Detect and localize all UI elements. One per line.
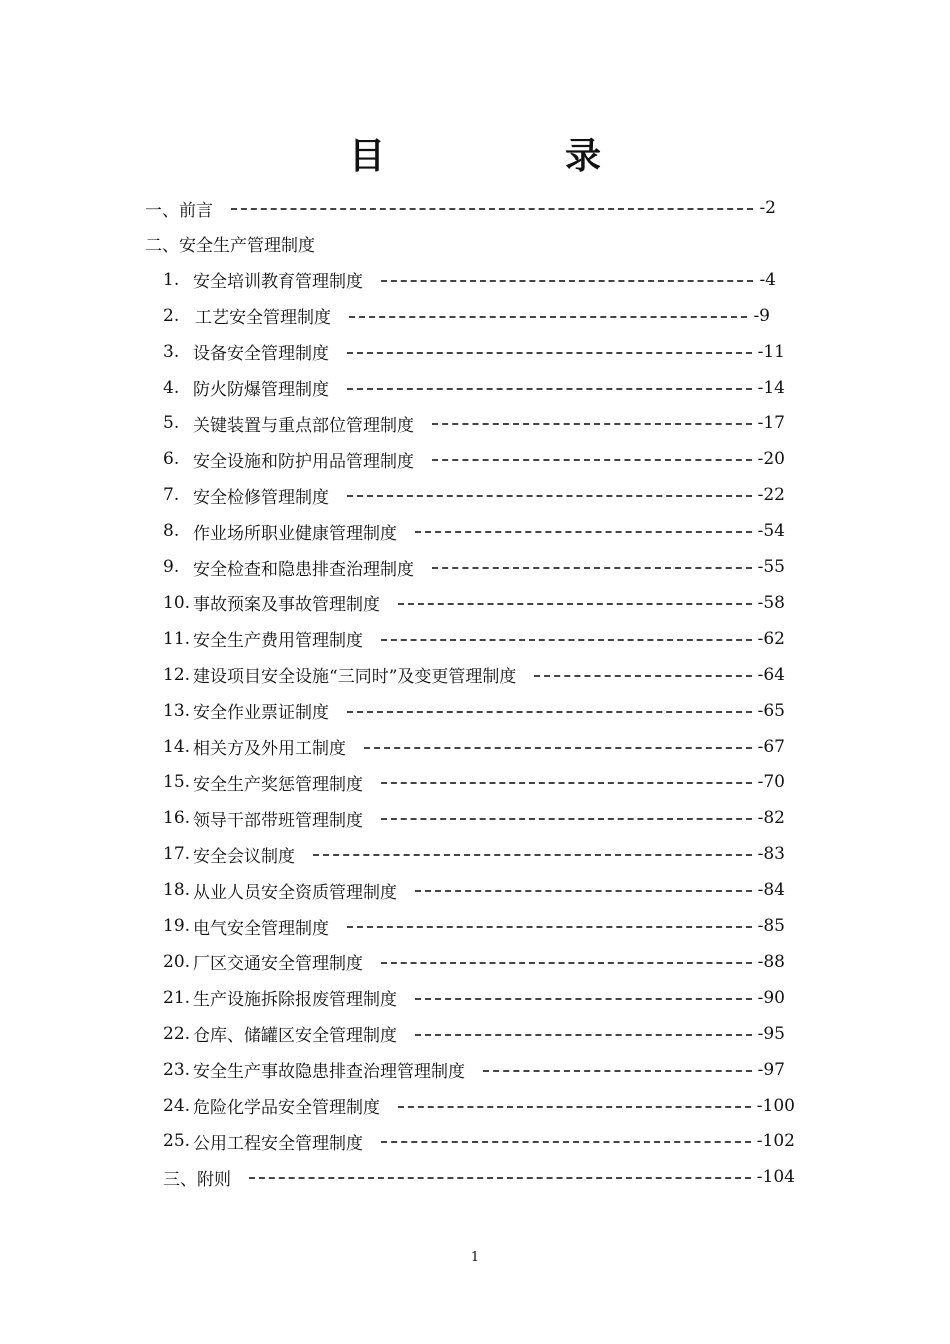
toc-entry-label: 安全生产事故隐患排查治理管理制度 [193, 1062, 465, 1083]
toc-entry-page: -22 [757, 485, 785, 506]
toc-dotted-leader [415, 890, 752, 892]
toc-entry-page: -4 [759, 269, 776, 290]
toc-entry [163, 908, 785, 944]
toc-entry-label: 一、前言 [145, 200, 213, 221]
toc-dotted-leader [381, 639, 752, 641]
toc-dotted-leader [347, 926, 752, 928]
toc-entry-number: 24. [163, 1095, 191, 1116]
toc-entry-label: 作业场所职业健康管理制度 [193, 523, 397, 544]
toc-entry-label: 危险化学品安全管理制度 [193, 1098, 380, 1118]
toc-entry-page: -95 [757, 1023, 785, 1044]
toc-entry [163, 729, 785, 765]
toc-entry-label: 防火防爆管理制度 [193, 380, 329, 400]
toc-dotted-leader [415, 531, 752, 533]
toc-entry [163, 1159, 795, 1195]
toc-dotted-leader [231, 208, 753, 210]
toc-entry-label: 工艺安全管理制度 [195, 308, 331, 329]
toc-entry-label: 安全培训教育管理制度 [193, 272, 363, 293]
toc-entry-page: -100 [756, 1095, 795, 1116]
toc-entry-page: -88 [757, 951, 785, 972]
toc-dotted-leader [364, 747, 752, 749]
toc-entry-label: 领导干部带班管理制度 [193, 810, 363, 831]
toc-dotted-leader [381, 782, 752, 784]
toc-entry-label: 安全设施和防护用品管理制度 [193, 451, 414, 472]
toc-entry-page: -9 [753, 305, 770, 326]
toc-entry [163, 944, 785, 980]
toc-entry [163, 800, 785, 836]
toc-entry [163, 370, 785, 406]
toc-entry-page: -70 [757, 772, 785, 793]
toc-entry [163, 836, 785, 872]
toc-dotted-leader [534, 675, 751, 677]
toc-dotted-leader [313, 854, 752, 856]
toc-dotted-leader [432, 423, 752, 425]
toc-entry-number: 16. [163, 808, 191, 829]
toc-entry-page: -102 [756, 1131, 795, 1152]
toc-entry [163, 980, 785, 1016]
toc-entry [163, 334, 785, 370]
toc-entry-page: -64 [757, 664, 785, 685]
toc-dotted-leader [415, 998, 752, 1000]
toc-entry-page: -65 [757, 700, 785, 721]
toc-entry-page: -17 [757, 413, 785, 434]
toc-entry-label: 安全检修管理制度 [193, 487, 329, 508]
toc-entry-label: 电气安全管理制度 [193, 918, 329, 939]
toc-entry-label: 安全作业票证制度 [193, 703, 329, 724]
toc-entry-label: 二、安全生产管理制度 [145, 236, 315, 257]
toc-entry-number: 17. [163, 844, 191, 865]
toc-dotted-leader [483, 1070, 752, 1072]
toc-entry [163, 764, 785, 800]
toc-entry-number: 5. [163, 413, 180, 434]
toc-entry-label: 相关方及外用工制度 [193, 739, 346, 759]
toc-entry [163, 513, 785, 549]
toc-entry [163, 1052, 785, 1088]
toc-entry-number: 21. [163, 987, 191, 1008]
toc-entry-label: 仓库、储罐区安全管理制度 [193, 1026, 397, 1047]
toc-entry-label: 建设项目安全设施“三同时”及变更管理制度 [193, 667, 517, 688]
toc-entry-number: 13. [163, 700, 191, 721]
toc-entry [163, 657, 785, 693]
toc-entry-number: 19. [163, 916, 191, 936]
toc-dotted-leader [381, 1141, 751, 1143]
toc-entry [145, 226, 776, 262]
toc-entry-page: -67 [757, 736, 785, 757]
toc-entry-number: 7. [163, 485, 180, 506]
toc-dotted-leader [432, 459, 752, 461]
toc-entry [163, 1016, 785, 1052]
toc-entry-number: 4. [163, 377, 180, 398]
toc-entry-page: -2 [759, 198, 776, 218]
page-title: 目 录 [348, 136, 673, 177]
toc-entry-number: 1. [163, 269, 180, 290]
toc-entry-label: 从业人员安全资质管理制度 [193, 882, 397, 903]
toc-entry-number: 2. [163, 305, 180, 326]
toc-entry-page: -20 [757, 449, 785, 470]
toc-entry [145, 190, 776, 226]
toc-entry [163, 441, 785, 477]
toc-entry-number: 12. [163, 664, 191, 685]
toc-entry-label: 安全生产奖惩管理制度 [193, 774, 363, 795]
toc-entry-label: 三、附则 [163, 1169, 231, 1190]
toc-entry-page: -82 [757, 808, 785, 829]
toc-entry [163, 693, 785, 729]
toc-entry-number: 6. [163, 449, 180, 470]
toc-entry [163, 262, 776, 298]
toc-entry-label: 安全会议制度 [193, 846, 295, 867]
toc-entry-label: 关键装置与重点部位管理制度 [193, 415, 414, 436]
toc-entry [163, 549, 785, 585]
toc-entry-number: 14. [163, 736, 191, 757]
toc-dotted-leader [381, 280, 753, 282]
toc-entry [163, 1123, 795, 1159]
toc-entry-page: -58 [757, 592, 785, 613]
toc-dotted-leader [347, 352, 752, 354]
toc-entry-number: 23. [163, 1059, 191, 1080]
toc-entry [163, 1088, 795, 1124]
toc-entry-number: 11. [163, 628, 191, 649]
toc-entry-number: 15. [163, 772, 191, 793]
toc-entry [163, 405, 785, 441]
toc-entry-page: -84 [757, 880, 785, 901]
toc-entry-page: -14 [757, 377, 785, 398]
toc-entry-page: -11 [757, 341, 785, 362]
toc-entry-label: 安全检查和隐患排查治理制度 [193, 559, 414, 580]
toc-entry-page: -83 [757, 844, 785, 865]
toc-entry [163, 585, 785, 621]
toc-entry-label: 厂区交通安全管理制度 [193, 954, 363, 975]
toc-dotted-leader [249, 1177, 751, 1179]
toc-entry-page: -97 [757, 1059, 785, 1080]
toc-dotted-leader [347, 711, 752, 713]
toc-entry-page: -55 [757, 557, 785, 577]
toc-entry-page: -85 [757, 916, 785, 936]
toc-entry-number: 9. [163, 557, 180, 577]
toc-entry-page: -90 [757, 987, 785, 1008]
toc-entry-number: 18. [163, 880, 191, 901]
toc-dotted-leader [381, 818, 752, 820]
toc-entry-page: -54 [757, 521, 785, 542]
toc-entry [163, 872, 785, 908]
toc-dotted-leader [347, 388, 752, 390]
toc-entry [163, 477, 785, 513]
toc-dotted-leader [347, 495, 752, 497]
toc-entry-number: 8. [163, 521, 180, 542]
toc-entry-label: 公用工程安全管理制度 [193, 1133, 363, 1154]
toc-entry-number: 22. [163, 1023, 191, 1044]
toc-entry-label: 事故预案及事故管理制度 [193, 595, 380, 616]
toc-entry-label: 安全生产费用管理制度 [193, 631, 363, 652]
toc-entry-label: 设备安全管理制度 [193, 344, 329, 365]
toc-dotted-leader [415, 1034, 752, 1036]
toc-entry [163, 621, 785, 657]
toc-dotted-leader [349, 316, 747, 318]
toc-dotted-leader [398, 1106, 751, 1108]
toc-entry-label: 生产设施拆除报废管理制度 [193, 990, 397, 1011]
toc-dotted-leader [381, 962, 752, 964]
toc-dotted-leader [398, 603, 752, 605]
toc-entry-page: -62 [757, 628, 785, 649]
toc-entry-number: 25. [163, 1131, 191, 1152]
toc-entry-number: 20. [163, 951, 191, 972]
footer-page-number: 1 [470, 1250, 480, 1265]
toc-dotted-leader [432, 567, 752, 569]
toc-entry [163, 298, 770, 334]
toc-entry-page: -104 [756, 1167, 795, 1188]
toc-entry-number: 3. [163, 341, 180, 362]
toc-entry-number: 10. [163, 592, 191, 613]
